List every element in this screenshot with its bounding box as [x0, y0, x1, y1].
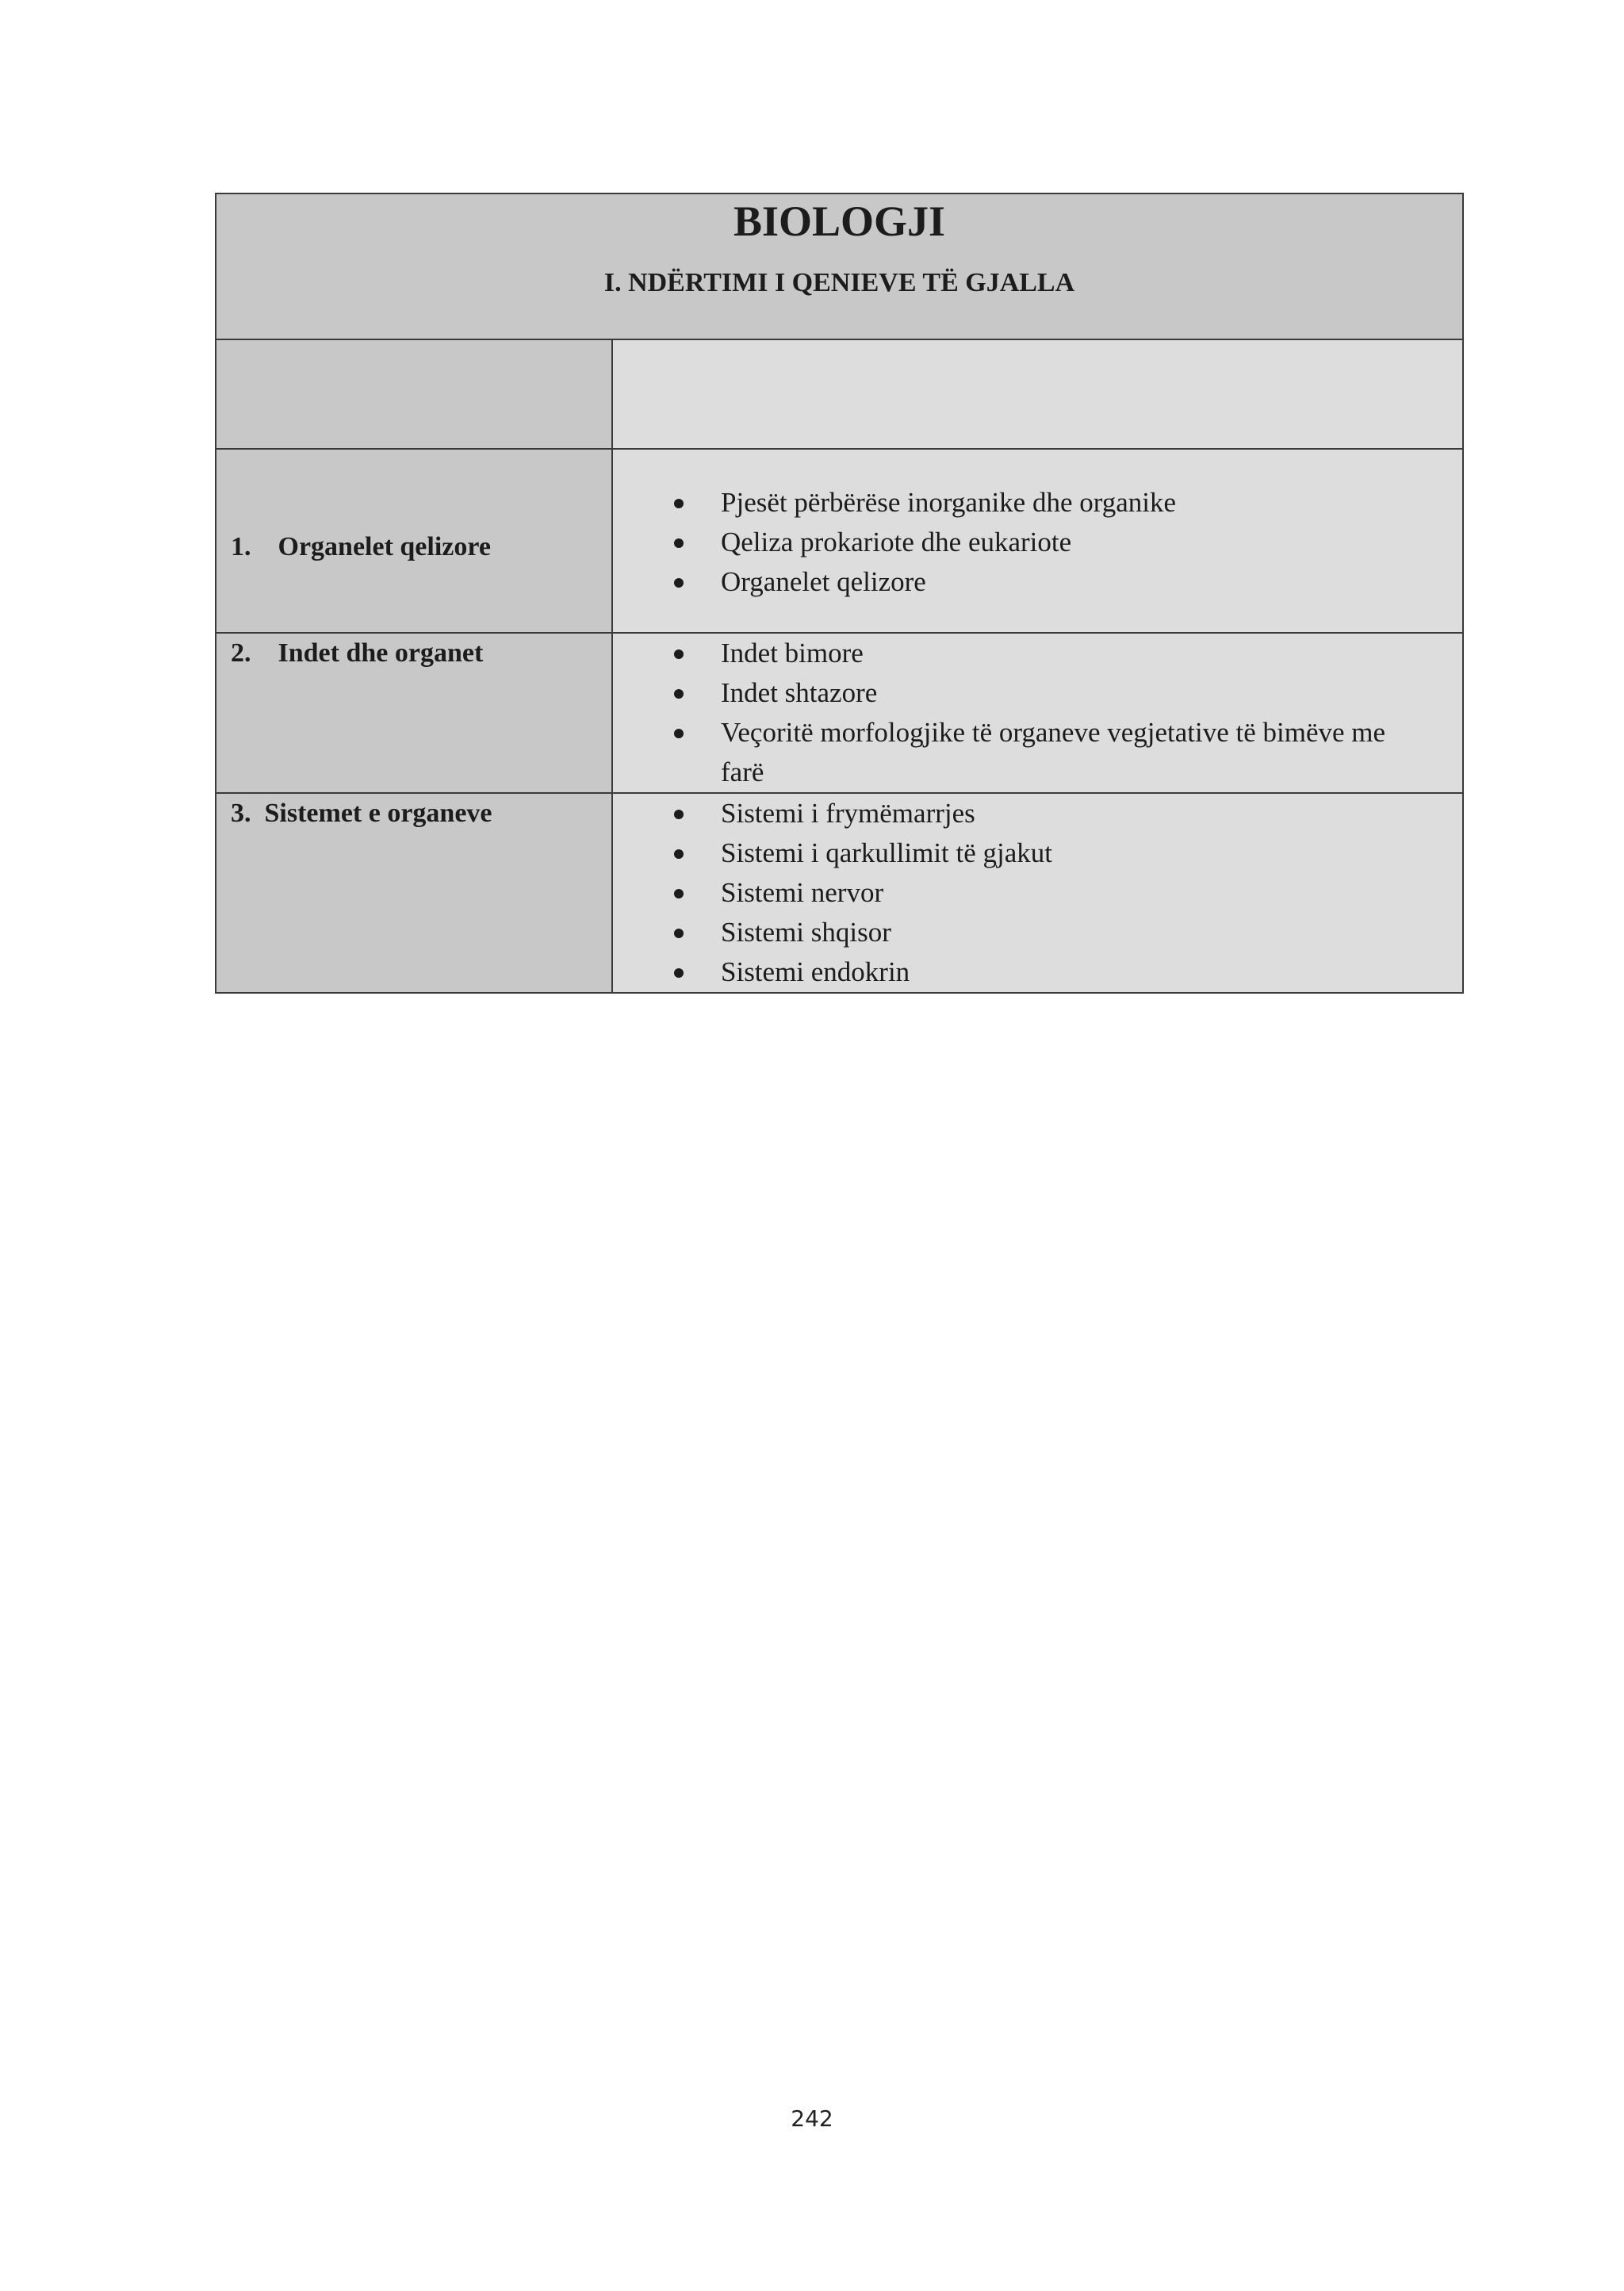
- bullet-icon: [674, 538, 684, 548]
- topic-name: Indet dhe organet: [278, 638, 484, 668]
- table-subtitle: I. NDËRTIMI I QENIEVE TË GJALLA: [603, 268, 1075, 297]
- curriculum-table: [215, 193, 1464, 994]
- list-item: Sistemi i frymëmarrjes: [613, 794, 1431, 833]
- bullet-icon: [674, 578, 684, 588]
- bullet-icon: [674, 968, 684, 978]
- table-row: [216, 449, 1463, 633]
- empty-right-cell: [612, 339, 1463, 449]
- subtopic-list: [613, 634, 1462, 792]
- subtopic-list: [613, 450, 1462, 602]
- bullet-icon: [674, 499, 684, 508]
- bullet-icon: [674, 849, 684, 859]
- subtopics-cell: [612, 449, 1463, 633]
- topic-number: 1.: [231, 532, 251, 561]
- bullet-icon: [674, 649, 684, 659]
- topic-cell: [216, 449, 612, 633]
- subtopics-cell: [612, 793, 1463, 993]
- bullet-icon: [674, 929, 684, 938]
- subtopics-cell: [612, 633, 1463, 793]
- bullet-icon: [674, 810, 684, 819]
- list-item: Sistemi nervor: [613, 873, 1431, 913]
- table-header: [216, 193, 1463, 339]
- page-number: 242: [791, 2105, 833, 2132]
- topic-cell: [216, 793, 612, 993]
- subtopic-list: [613, 794, 1462, 992]
- table-title: BIOLOGJI: [733, 197, 946, 245]
- list-item: Veçoritë morfologjike të organeve vegjetative të bimëve me farë: [613, 713, 1431, 792]
- bullet-icon: [674, 689, 684, 699]
- table-row: [216, 633, 1463, 793]
- topic-cell: [216, 633, 612, 793]
- topic-name: Sistemet e organeve: [264, 799, 492, 828]
- list-item: Qeliza prokariote dhe eukariote: [613, 523, 1431, 562]
- list-item: Indet bimore: [613, 634, 1431, 673]
- list-item: Indet shtazore: [613, 673, 1431, 713]
- topic-label: [216, 634, 611, 673]
- list-item: Sistemi i qarkullimit të gjakut: [613, 833, 1431, 873]
- list-item: Organelet qelizore: [613, 562, 1431, 602]
- topic-label: [216, 794, 611, 833]
- topic-name: Organelet qelizore: [278, 532, 491, 561]
- bullet-icon: [674, 729, 684, 738]
- table-row: [216, 793, 1463, 993]
- topic-number: 3.: [231, 799, 251, 828]
- list-item: Sistemi shqisor: [613, 913, 1431, 952]
- bullet-icon: [674, 889, 684, 898]
- topic-label: [216, 450, 611, 567]
- topic-number: 2.: [231, 638, 251, 668]
- list-item: Pjesët përbërëse inorganike dhe organike: [613, 483, 1431, 523]
- list-item: Sistemi endokrin: [613, 952, 1431, 992]
- empty-left-cell: [216, 339, 612, 449]
